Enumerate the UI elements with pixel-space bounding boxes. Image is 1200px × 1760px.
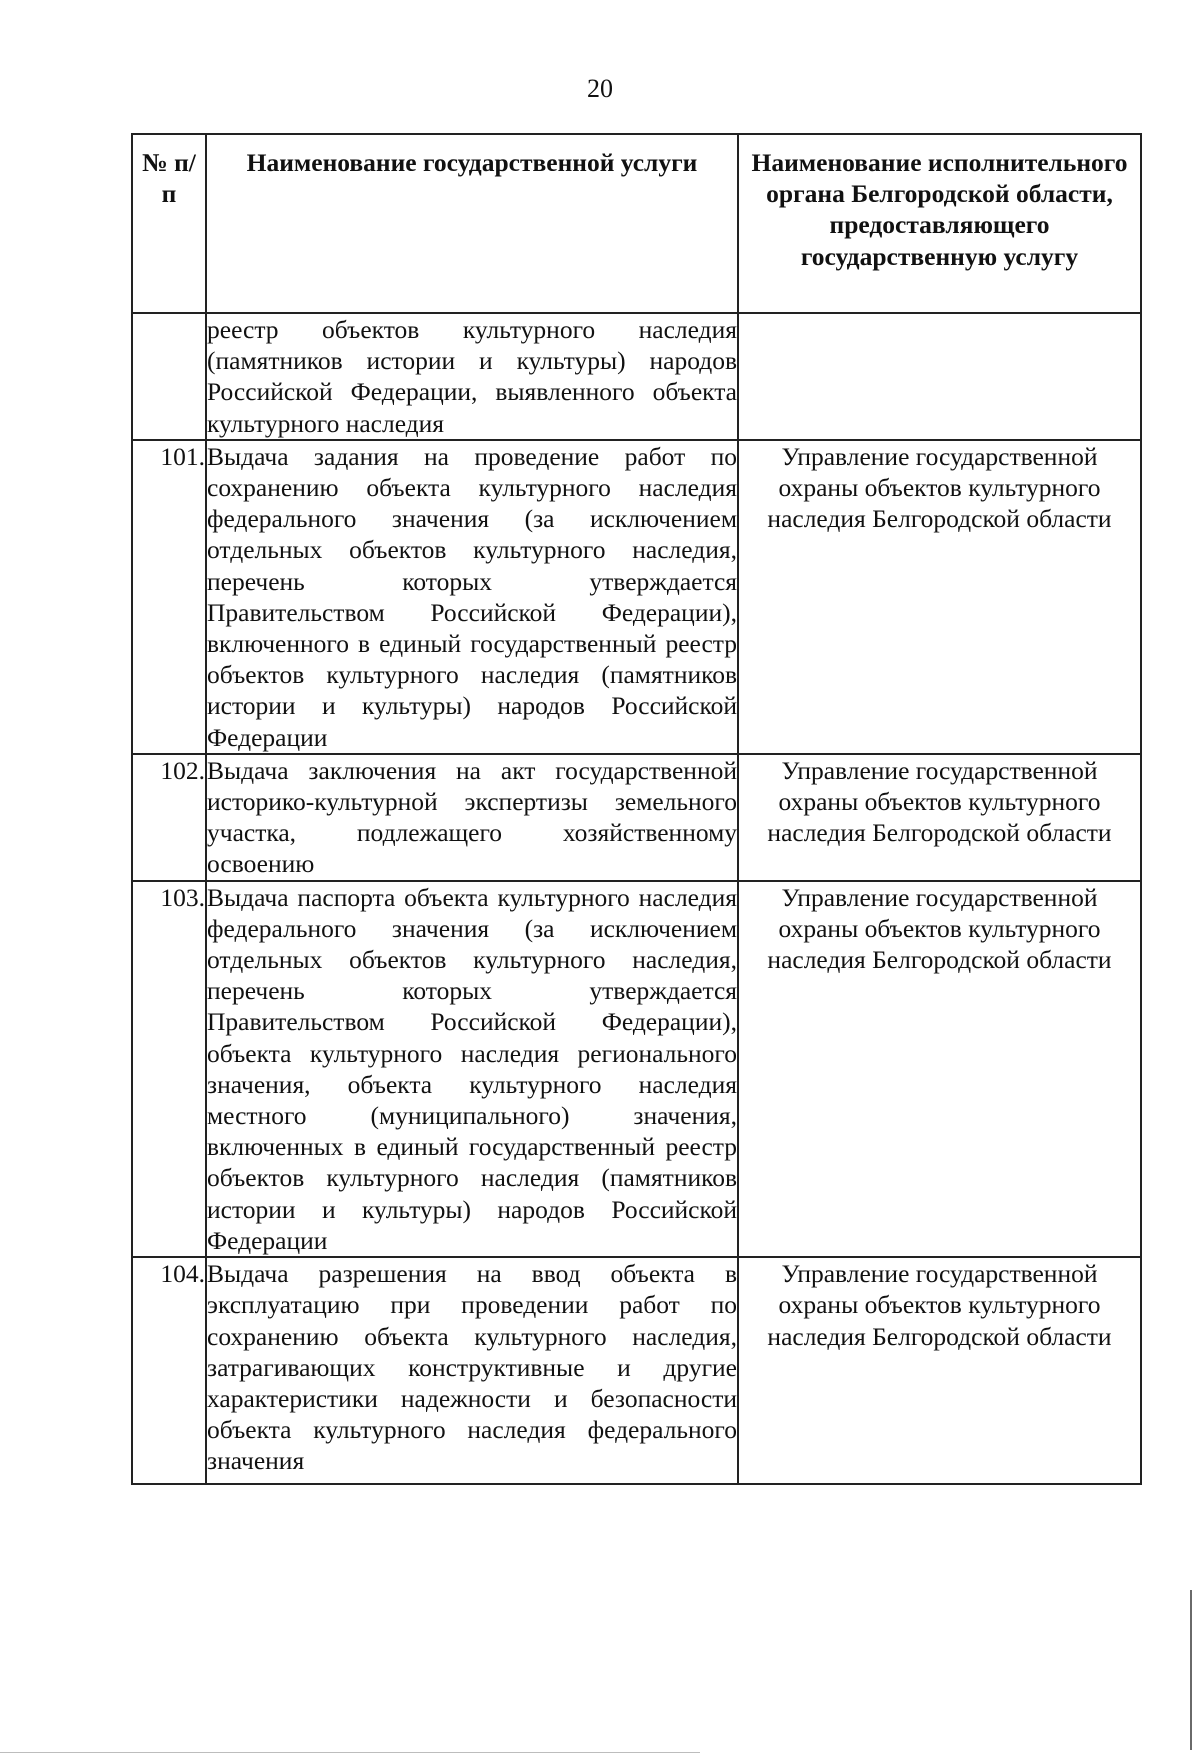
- row-number: 101.: [132, 440, 206, 754]
- service-name: реестр объектов культурного наследия (памятников истории и культуры) народов Российской Федерации, выявленного объекта культурного наследия: [206, 313, 738, 440]
- table-row: [132, 754, 1141, 881]
- row-number: 103.: [132, 881, 206, 1257]
- authority-name: Управление государственной охраны объектов культурного наследия Белгородской области: [738, 440, 1141, 754]
- table-row: [132, 1257, 1141, 1483]
- header-number: № п/п: [132, 134, 206, 313]
- service-name: Выдача разрешения на ввод объекта в эксплуатацию при проведении работ по сохранению объекта культурного наследия, затрагивающих конструктивные и другие характеристики надежности и безопасности объекта культурного наследия федерального значения: [206, 1257, 738, 1483]
- service-name: Выдача паспорта объекта культурного наследия федерального значения (за исключением отдельных объектов культурного наследия, перечень которых утверждается Правительством Российской Федерации), объекта культурного наследия регионального значения, объекта культурного наследия местного (муниципального) значения, включенных в единый государственный реестр объектов культурного наследия (памятников истории и культуры) народов Российской Федерации: [206, 881, 738, 1257]
- row-number: [132, 313, 206, 440]
- table-row: [132, 313, 1141, 440]
- row-number: 104.: [132, 1257, 206, 1483]
- services-table: [131, 133, 1142, 1485]
- page-number: 20: [587, 74, 613, 103]
- row-number: 102.: [132, 754, 206, 881]
- authority-name: Управление государственной охраны объектов культурного наследия Белгородской области: [738, 881, 1141, 1257]
- table-row: [132, 881, 1141, 1257]
- table-header-row: [132, 134, 1141, 313]
- authority-name: [738, 313, 1141, 440]
- authority-name: Управление государственной охраны объектов культурного наследия Белгородской области: [738, 754, 1141, 881]
- service-name: Выдача заключения на акт государственной историко-культурной экспертизы земельного участка, подлежащего хозяйственному освоению: [206, 754, 738, 881]
- scan-artifact-edge: [1190, 1590, 1192, 1750]
- authority-name: Управление государственной охраны объектов культурного наследия Белгородской области: [738, 1257, 1141, 1483]
- scan-artifact-line: [0, 1752, 700, 1753]
- table-row: [132, 440, 1141, 754]
- service-name: Выдача задания на проведение работ по сохранению объекта культурного наследия федерального значения (за исключением отдельных объектов культурного наследия, перечень которых утверждается Правительством Российской Федерации), включенного в единый государственный реестр объектов культурного наследия (памятников истории и культуры) народов Российской Федерации: [206, 440, 738, 754]
- header-authority: Наименование исполнительного органа Белгородской области, предоставляющего государственную услугу: [738, 134, 1141, 313]
- header-service-name: Наименование государственной услуги: [206, 134, 738, 313]
